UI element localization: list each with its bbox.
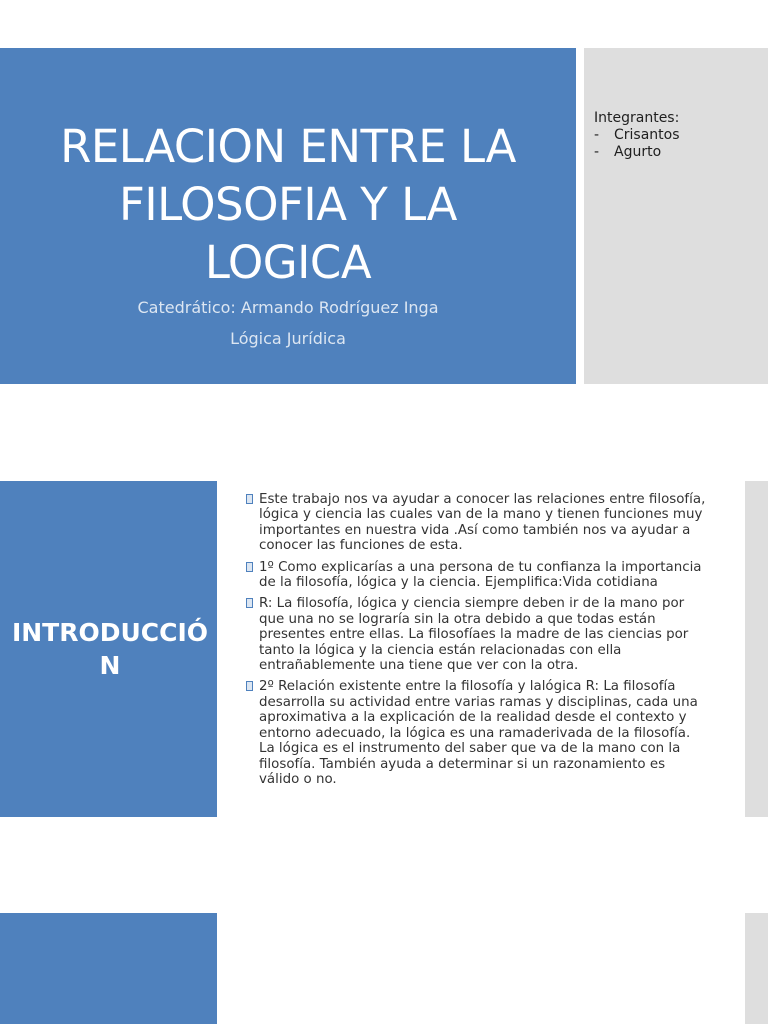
slide3-side-strip bbox=[745, 913, 768, 1024]
dash-bullet: - bbox=[594, 144, 600, 160]
member-name: Crisantos bbox=[614, 127, 680, 143]
subtitle-professor: Catedrático: Armando Rodríguez Inga bbox=[137, 298, 439, 317]
paragraph-text: Este trabajo nos va ayudar a conocer las relaciones entre filosofía, lógica y ciencia las cuales van de la mano y tienen funciones muy importantes en nuestra vida .Así como también nos va ayudar a conocer las funciones de esta. bbox=[259, 492, 706, 554]
subtitle-course: Lógica Jurídica bbox=[230, 329, 346, 348]
slide3-title-panel bbox=[0, 913, 217, 1024]
paragraph-text: 1º Como explicarías a una persona de tu confianza la importancia de la filosofía, lógica y la ciencia. Ejemplifica:Vida cotidiana bbox=[259, 559, 702, 591]
paragraph-text: R: La filosofía, lógica y ciencia siempre deben ir de la mano por que una no se lograría sin la otra debido a que todas están presentes entre ellas. La filosofíaes la madre de las ciencias por tanto la lógica y la ciencia están relacionadas con ella entrañablemente una tiene que ver con la otra. bbox=[259, 596, 689, 674]
bullet-paragraph bbox=[246, 596, 706, 673]
intro-title: INTRODUCCIÓN bbox=[11, 618, 209, 680]
slide2-side-strip bbox=[745, 481, 768, 817]
square-bullet-icon bbox=[246, 562, 253, 572]
bullet-paragraph bbox=[246, 679, 706, 787]
members-panel bbox=[584, 48, 768, 384]
member-item bbox=[594, 127, 764, 144]
paragraph-text: 2º Relación existente entre la filosofía y lalógica R: La filosofía desarrolla su actividad entre varias ramas y disciplinas, cada una aproximativa a la explicación de la realidad desde el contexto y entorno adecuado, la lógica es una ramaderivada de la filosofía. La lógica es el instrumento del saber que va de la mano con la filosofía. También ayuda a determinar si un razonamiento es válido o no. bbox=[259, 679, 698, 787]
slide-title: RELACION ENTRE LA FILOSOFIA Y LA LOGICA bbox=[60, 120, 516, 289]
bullet-paragraph bbox=[246, 492, 706, 554]
members-heading: Integrantes: bbox=[594, 110, 680, 126]
dash-bullet: - bbox=[594, 127, 600, 143]
member-name: Agurto bbox=[614, 144, 662, 160]
intro-body bbox=[246, 492, 706, 793]
members-list bbox=[594, 110, 764, 161]
bullet-paragraph bbox=[246, 560, 706, 591]
square-bullet-icon bbox=[246, 494, 253, 504]
square-bullet-icon bbox=[246, 598, 253, 608]
member-item bbox=[594, 144, 764, 161]
square-bullet-icon bbox=[246, 681, 253, 691]
